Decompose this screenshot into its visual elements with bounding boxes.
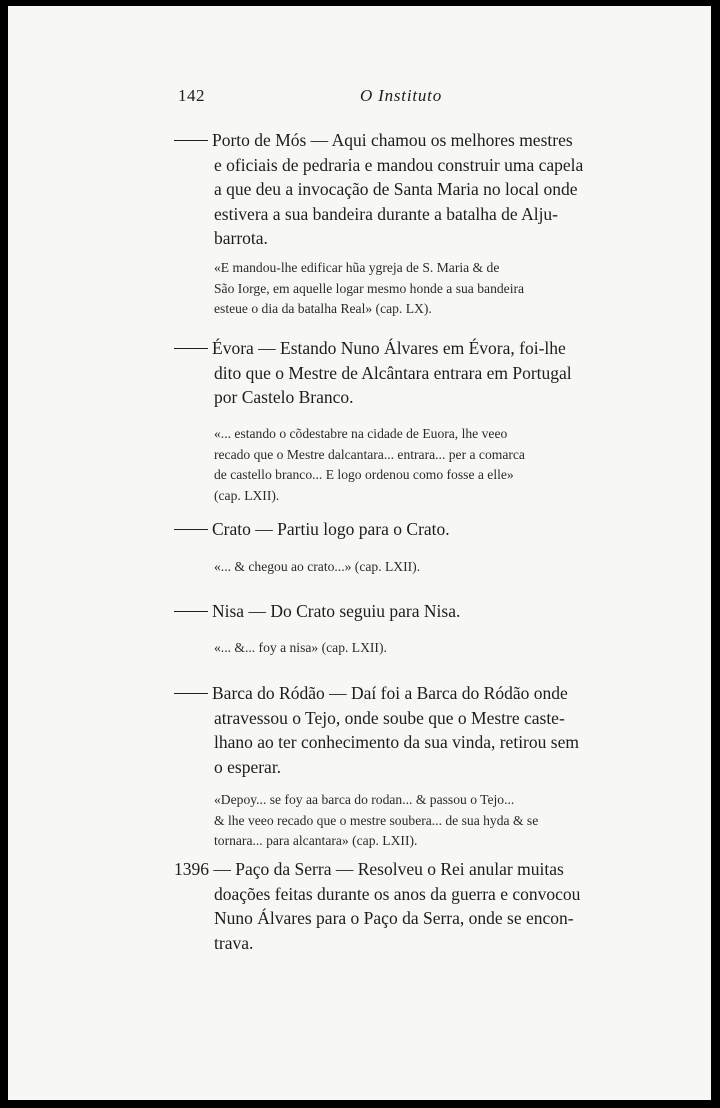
entry-nisa (174, 599, 644, 624)
entry-crato (174, 517, 644, 542)
entry-line: Évora — Estando Nuno Álvares em Évora, foi-lhe (212, 338, 566, 358)
quote-line: de castello branco... E logo ordenou como fosse a elle» (214, 467, 514, 483)
quote-line: «Depoy... se foy aa barca do rodan... & passou o Tejo... (214, 792, 515, 807)
running-title: O Instituto (360, 86, 442, 105)
em-rule (174, 348, 208, 349)
entry-line: doações feitas durante os anos da guerra e convocou (214, 883, 581, 904)
entry-line: barrota. (214, 228, 268, 249)
quote-crato (214, 557, 644, 578)
entry-barca-do-rodao (174, 681, 644, 779)
quote-line: «... estando o cõdestabre na cidade de Euora, lhe veeo (214, 426, 508, 441)
entry-evora (174, 336, 644, 410)
entry-line: o esperar. (214, 756, 282, 777)
quote-line: «... &... foy a nisa» (cap. LXII). (214, 640, 387, 655)
em-rule (174, 693, 208, 694)
quote-line: (cap. LXII). (214, 487, 280, 503)
entry-line: e oficiais de pedraria e mandou construir uma capela (214, 154, 584, 175)
entry-porto-de-mos (174, 128, 644, 251)
entry-line: Barca do Ródão — Daí foi a Barca do Ródão onde (212, 683, 568, 703)
entry-line: a que deu a invocação de Santa Maria no local onde (214, 179, 578, 200)
page-header (172, 86, 472, 112)
quote-line: tornara... para alcantara» (cap. LXII). (214, 833, 418, 849)
quote-line: recado que o Mestre dalcantara... entrara... per a comarca (214, 446, 525, 462)
em-rule (174, 529, 208, 530)
quote-line: esteue o dia da batalha Real» (cap. LX). (214, 301, 432, 317)
entry-line: dito que o Mestre de Alcântara entrara em Portugal (214, 362, 572, 383)
quote-evora (214, 424, 644, 506)
entry-line: Nuno Álvares para o Paço da Serra, onde se encon- (214, 908, 574, 929)
entry-line: por Castelo Branco. (214, 387, 354, 408)
entry-line: estivera a sua bandeira durante a batalha de Alju- (214, 203, 559, 224)
entry-line: lhano ao ter conhecimento da sua vinda, retirou sem (214, 732, 579, 753)
entry-1396-paco-da-serra (174, 857, 644, 955)
quote-line: São Iorge, em aquelle logar mesmo honde a sua bandeira (214, 280, 525, 296)
entry-line: 1396 — Paço da Serra — Resolveu o Rei anular muitas (174, 859, 564, 879)
entry-line: trava. (214, 932, 254, 953)
em-rule (174, 611, 208, 612)
quote-line: «E mandou-lhe edificar hũa ygreja de S. Maria & de (214, 260, 500, 275)
entry-line: Crato — Partiu logo para o Crato. (212, 519, 450, 539)
quote-barca-do-rodao (214, 790, 644, 852)
quote-line: «... & chegou ao crato...» (cap. LXII). (214, 559, 421, 574)
quote-nisa (214, 638, 644, 659)
quote-line: & lhe veeo recado que o mestre soubera... de sua hyda & se (214, 812, 539, 828)
book-page (8, 6, 711, 1100)
quote-porto-de-mos (214, 258, 644, 320)
entry-line: Nisa — Do Crato seguiu para Nisa. (212, 601, 461, 621)
page-number: 142 (178, 86, 205, 105)
entry-line: atravessou o Tejo, onde soube que o Mestre caste- (214, 707, 565, 728)
entry-line: Porto de Mós — Aqui chamou os melhores mestres (212, 130, 573, 150)
em-rule (174, 140, 208, 141)
